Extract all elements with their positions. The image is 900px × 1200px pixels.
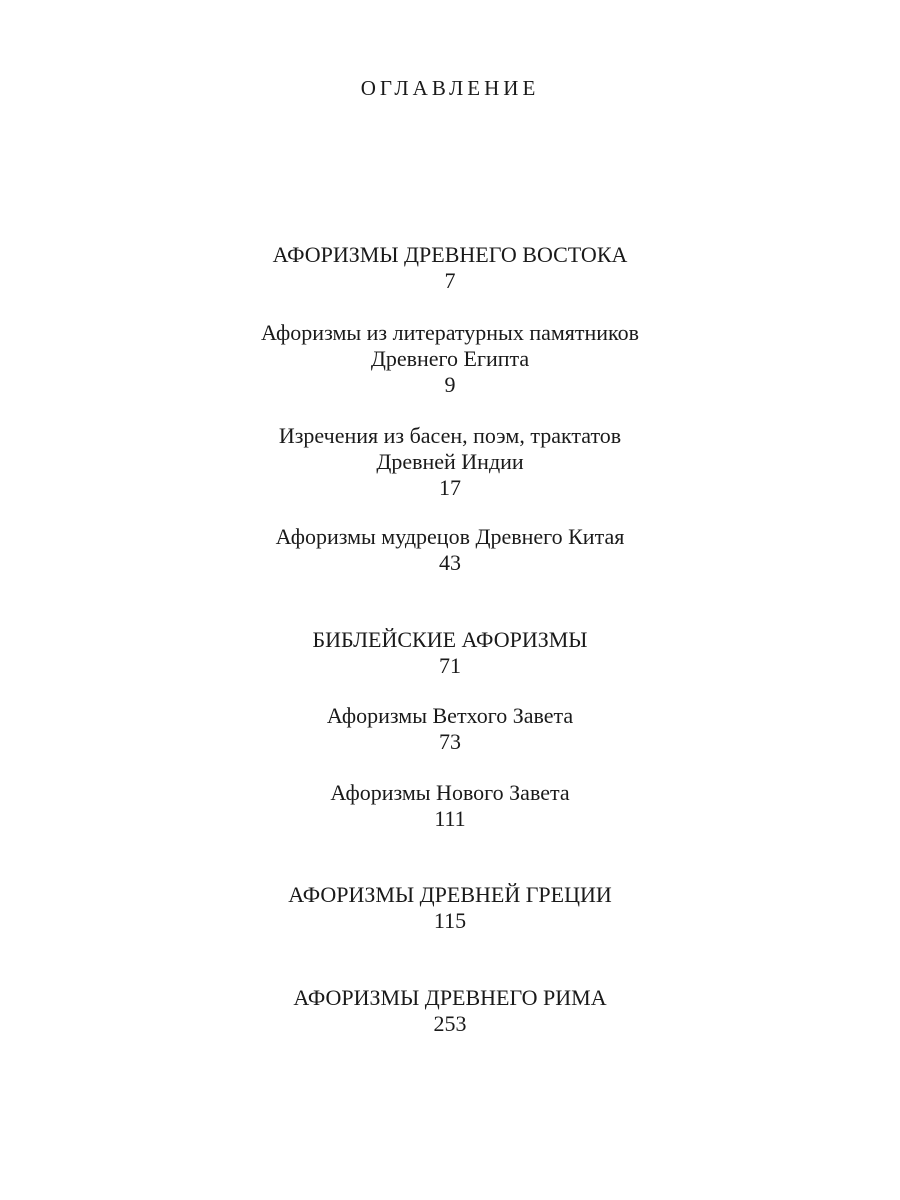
toc-entry-page: 253 (433, 1011, 467, 1036)
toc-entry-page: 73 (439, 729, 461, 754)
toc-entry-title: Афоризмы из литературных памятников (260, 320, 640, 345)
toc-entry-page: 43 (439, 550, 461, 575)
toc-entry-page: 17 (439, 475, 461, 500)
toc-entry (0, 524, 900, 576)
toc-entry (0, 627, 900, 679)
toc-entry-title: Древней Индии (376, 449, 524, 474)
toc-entry-title: Изречения из басен, поэм, трактатов (278, 423, 622, 448)
toc-entry-page: 115 (433, 908, 467, 933)
toc-entry-title: Афоризмы мудрецов Древнего Китая (275, 524, 625, 549)
toc-entry-page: 9 (444, 372, 456, 397)
toc-entry (0, 882, 900, 934)
toc-entry-title: АФОРИЗМЫ ДРЕВНЕЙ ГРЕЦИИ (288, 882, 612, 907)
toc-entry-title: БИБЛЕЙСКИЕ АФОРИЗМЫ (312, 627, 588, 652)
toc-entry (0, 703, 900, 755)
toc-entry-title: АФОРИЗМЫ ДРЕВНЕГО РИМА (293, 985, 607, 1010)
toc-entry-page: 111 (434, 806, 466, 831)
toc-entry-title: Афоризмы Ветхого Завета (326, 703, 574, 728)
toc-entry (0, 423, 900, 501)
toc-entry (0, 242, 900, 294)
toc-entry-title: Древнего Египта (370, 346, 530, 371)
toc-entry (0, 780, 900, 832)
toc-entry-page: 7 (444, 268, 456, 293)
toc-entry-title: Афоризмы Нового Завета (330, 780, 570, 805)
page-title: ОГЛАВЛЕНИЕ (360, 76, 540, 100)
toc-entry (0, 320, 900, 398)
toc-entry (0, 985, 900, 1037)
toc-entry-page: 71 (439, 653, 461, 678)
toc-entry-title: АФОРИЗМЫ ДРЕВНЕГО ВОСТОКА (272, 242, 628, 267)
